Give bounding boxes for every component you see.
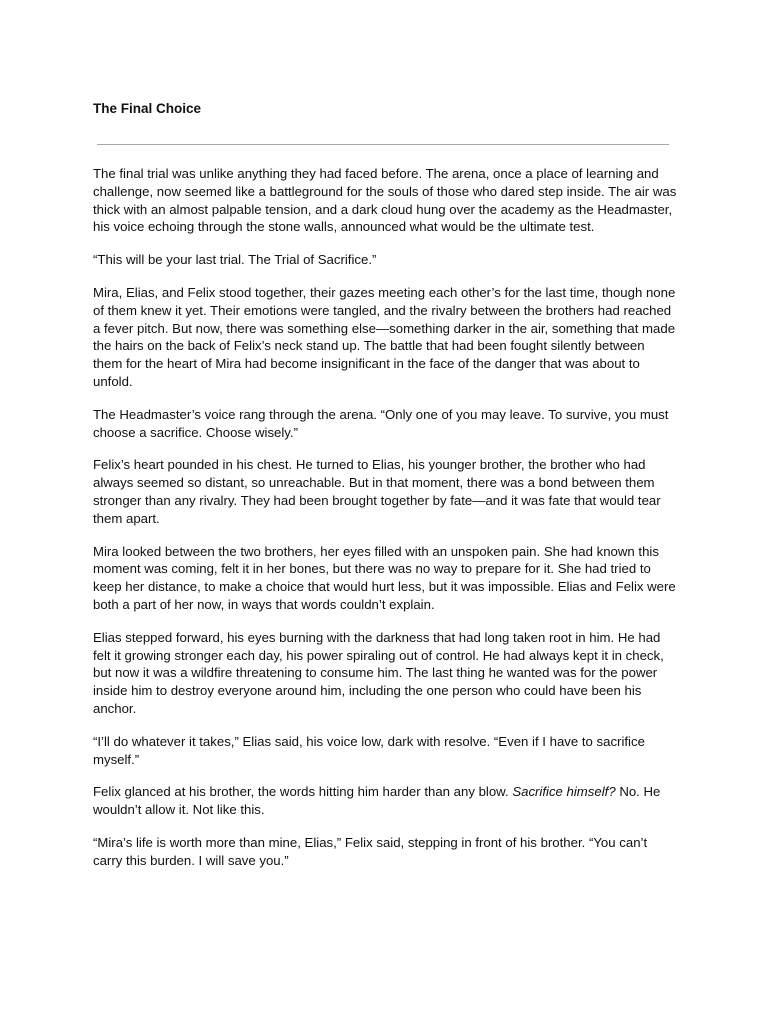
- title-divider: [97, 144, 669, 145]
- paragraph: The final trial was unlike anything they had faced before. The arena, once a place of learning and challenge, now seemed like a battleground for the souls of those who dared step inside. The air was thick with an almost palpable tension, and a dark cloud hung over the academy as the Headmaster, his voice echoing through the stone walls, announced what would be the ultimate test.: [93, 166, 677, 235]
- paragraph: “I’ll do whatever it takes,” Elias said, his voice low, dark with resolve. “Even if I have to sacrifice myself.”: [93, 733, 645, 767]
- paragraph: Felix’s heart pounded in his chest. He turned to Elias, his younger brother, the brother who had always seemed so distant, so unreachable. But in that moment, there was a bond between them stronger than any rivalry. They had been brought together by fate—and it was fate that would tear them apart.: [93, 457, 661, 526]
- emphasized-text: Sacrifice himself?: [512, 784, 616, 800]
- paragraph: Mira, Elias, and Felix stood together, their gazes meeting each other’s for the last time, though none of them knew it yet. Their emotions were tangled, and the rivalry between the brothers had reached a fever pitch. But now, there was something else—something darker in the air, something that made the hairs on the back of Felix’s neck stand up. The battle that had been fought silently between them for the heart of Mira had become insignificant in the face of the danger that was about to unfold.: [93, 284, 676, 389]
- document-body: [93, 165, 677, 870]
- paragraph: “Mira’s life is worth more than mine, Elias,” Felix said, stepping in front of his brother. “You can’t carry this burden. I will save you.”: [93, 834, 648, 868]
- paragraph-text: No. He wouldn’t allow it. Not like this.: [93, 784, 661, 818]
- paragraph: Mira looked between the two brothers, her eyes filled with an unspoken pain. She had known this moment was coming, felt it in her bones, but there was no way to prepare for it. She had tried to keep her distance, to make a choice that would hurt less, but it was impossible. Elias and Felix were both a part of her now, in ways that words couldn’t explain.: [93, 543, 676, 612]
- document-page: [93, 100, 677, 885]
- paragraph: “This will be your last trial. The Trial of Sacrifice.”: [93, 252, 377, 268]
- paragraph: Elias stepped forward, his eyes burning with the darkness that had long taken root in him. He had felt it growing stronger each day, his power spiraling out of control. He had always kept it in check, but now it was a wildfire threatening to consume him. The last thing he wanted was for the power inside him to destroy everyone around him, including the one person who could have been his anchor.: [93, 629, 664, 716]
- document-title: The Final Choice: [93, 101, 202, 116]
- paragraph: The Headmaster’s voice rang through the arena. “Only one of you may leave. To survive, you must choose a sacrifice. Choose wisely.”: [93, 406, 669, 440]
- paragraph-felix: [93, 783, 677, 819]
- paragraph-text: Felix glanced at his brother, the words hitting him harder than any blow.: [93, 784, 513, 800]
